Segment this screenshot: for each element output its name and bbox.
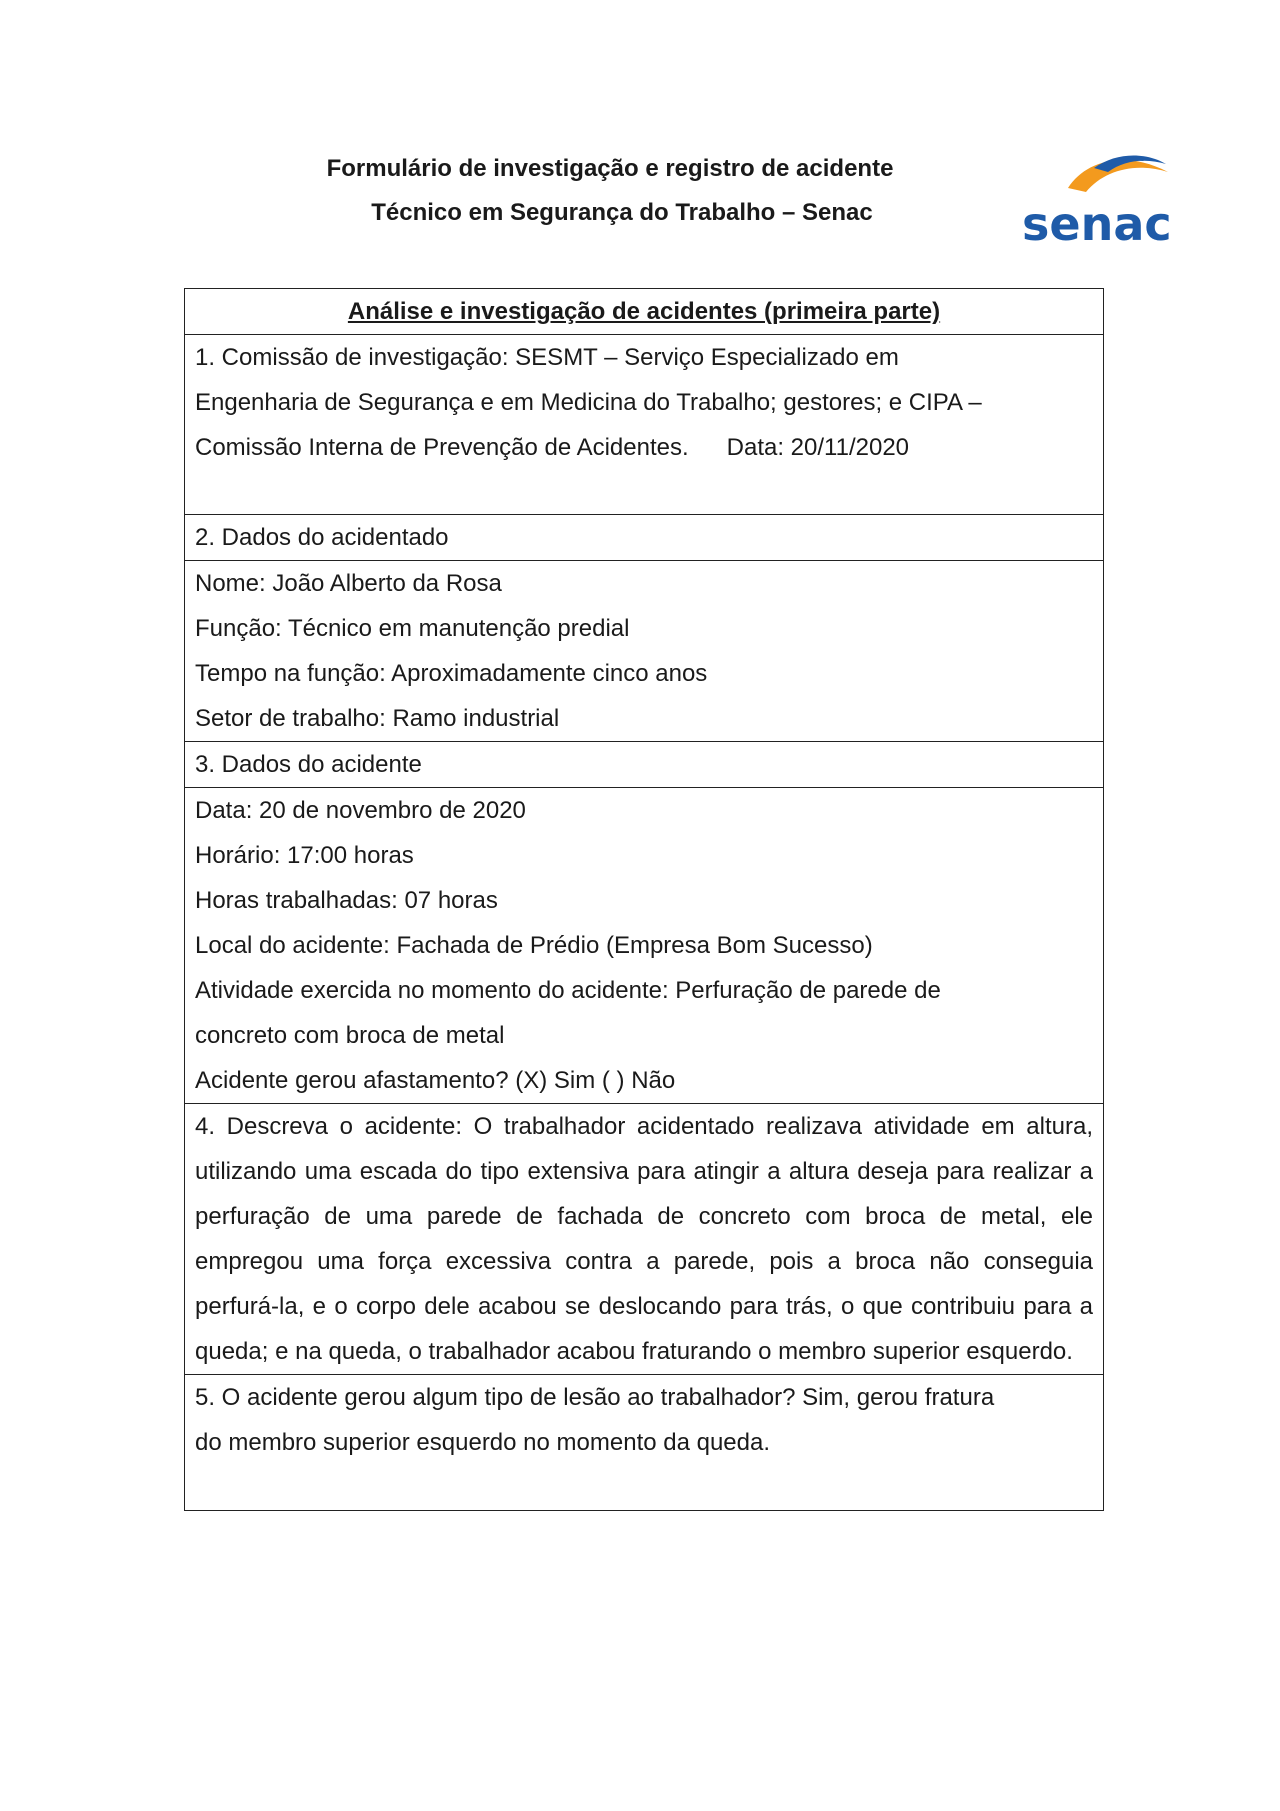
- victim-sector: Setor de trabalho: Ramo industrial: [195, 705, 560, 732]
- injury-block: [185, 1375, 1103, 1510]
- accident-time: Horário: 17:00 horas: [195, 842, 414, 869]
- injury-line: 5. O acidente gerou algum tipo de lesão ao trabalhador? Sim, gerou fratura: [195, 1384, 995, 1411]
- commission-block: [185, 335, 1103, 515]
- commission-line: 1. Comissão de investigação: SESMT – Serviço Especializado em: [195, 344, 899, 371]
- victim-role: Função: Técnico em manutenção predial: [195, 615, 630, 642]
- injury-line: do membro superior esquerdo no momento da queda.: [195, 1429, 771, 1456]
- accident-form-table: [184, 288, 1104, 1511]
- accident-date: Data: 20 de novembro de 2020: [195, 797, 526, 824]
- logo-wordmark: senac: [1022, 197, 1172, 248]
- victim-time-in-role: Tempo na função: Aproximadamente cinco anos: [195, 660, 708, 687]
- accident-header: 3. Dados do acidente: [185, 742, 1103, 788]
- section-title: Análise e investigação de acidentes (primeira parte): [185, 289, 1103, 335]
- accident-block: [185, 788, 1103, 1104]
- accident-leave: Acidente gerou afastamento? (X) Sim ( ) Não: [195, 1067, 676, 1094]
- victim-header: 2. Dados do acidentado: [185, 515, 1103, 561]
- accident-hours-worked: Horas trabalhadas: 07 horas: [195, 887, 498, 914]
- accident-activity: Atividade exercida no momento do acidente: Perfuração de parede de: [195, 977, 941, 1004]
- accident-location: Local do acidente: Fachada de Prédio (Empresa Bom Sucesso): [195, 932, 873, 959]
- accident-activity-cont: concreto com broca de metal: [195, 1022, 505, 1049]
- commission-date: Data: 20/11/2020: [726, 434, 910, 461]
- senac-logo: [1016, 148, 1172, 248]
- commission-line: Engenharia de Segurança e em Medicina do Trabalho; gestores; e CIPA –: [195, 389, 982, 416]
- victim-block: [185, 561, 1103, 742]
- form-subtitle: Técnico em Segurança do Trabalho – Senac: [371, 199, 873, 226]
- accident-description: 4. Descreva o acidente: O trabalhador acidentado realizava atividade em altura, utilizando uma escada do tipo extensiva para atingir a altura deseja para realizar a perfuração de uma parede de fachada de concreto com broca de metal, ele empregou uma força excessiva contra a parede, pois a broca não conseguia perfurá-la, e o corpo dele acabou se deslocando para trás, o que contribuiu para a queda; e na queda, o trabalhador acabou fraturando o membro superior esquerdo.: [185, 1104, 1103, 1375]
- form-title: Formulário de investigação e registro de acidente: [326, 155, 894, 182]
- victim-name: Nome: João Alberto da Rosa: [195, 570, 502, 597]
- commission-line: Comissão Interna de Prevenção de Acidentes.: [195, 434, 689, 461]
